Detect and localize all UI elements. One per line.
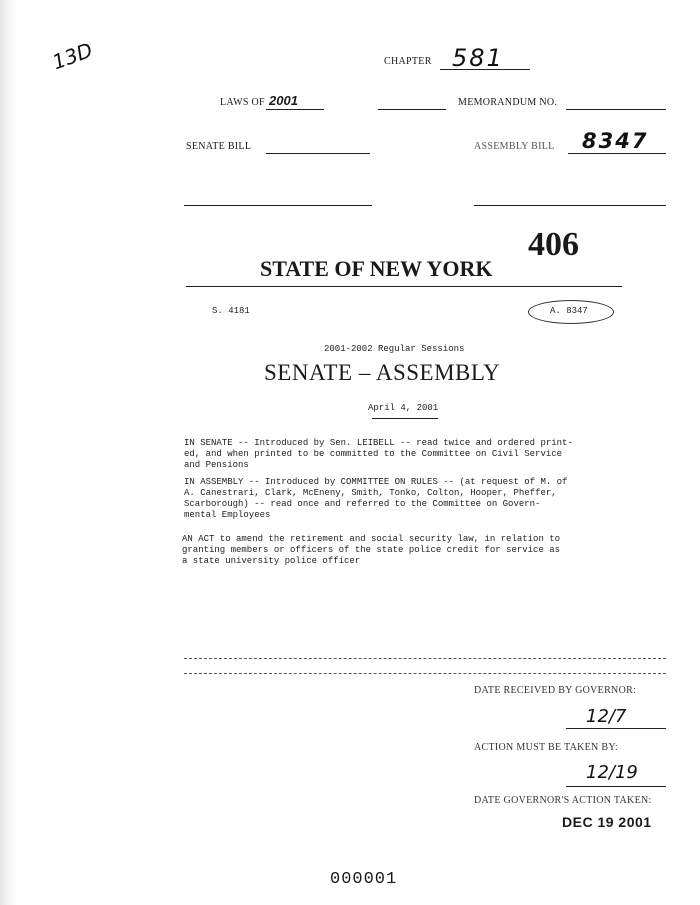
date-received-underline <box>566 728 666 729</box>
date-rule <box>372 418 438 419</box>
memorandum-underline <box>566 109 666 110</box>
assembly-bill-label: ASSEMBLY BILL <box>474 141 555 152</box>
chapter-value: 581 <box>452 44 504 72</box>
state-title: STATE OF NEW YORK <box>260 256 493 281</box>
blank-line-left <box>184 205 372 206</box>
date-received-label: DATE RECEIVED BY GOVERNOR: <box>474 685 637 696</box>
chamber-title: SENATE – ASSEMBLY <box>264 360 501 385</box>
blank-line <box>378 109 446 110</box>
date-received-value: 12/7 <box>586 706 627 727</box>
action-taken-value: DEC 19 2001 <box>562 814 652 830</box>
action-taken-label: DATE GOVERNOR'S ACTION TAKEN: <box>474 795 652 806</box>
act-text-line: AN ACT to amend the retirement and social security law, in relation to <box>182 534 561 544</box>
separator-dashed-2 <box>184 673 666 674</box>
assembly-number: A. 8347 <box>550 306 588 316</box>
blank-line-right <box>474 205 666 206</box>
act-text-line: granting members or officers of the state police credit for service as <box>182 545 561 555</box>
senate-number: S. 4181 <box>212 306 250 316</box>
assembly-intro-line: Scarborough) -- read once and referred to the Committee on Govern- <box>184 499 541 509</box>
bill-number-stamp: 406 <box>528 226 579 263</box>
senate-intro-line: ed, and when printed to be committed to the Committee on Civil Service <box>184 449 563 459</box>
act-text-line: a state university police officer <box>182 556 361 566</box>
senate-bill-label: SENATE BILL <box>186 141 252 152</box>
session-label: 2001-2002 Regular Sessions <box>324 344 465 354</box>
chapter-underline <box>440 69 530 70</box>
memorandum-label: MEMORANDUM NO. <box>458 97 558 108</box>
assembly-intro-line: mental Employees <box>184 510 271 520</box>
laws-underline <box>266 109 324 110</box>
state-title-rule <box>186 286 622 287</box>
assembly-bill-underline <box>568 153 666 154</box>
assembly-bill-value: 8347 <box>582 129 649 153</box>
assembly-intro-line: A. Canestrari, Clark, McEneny, Smith, Tonko, Colton, Hooper, Pheffer, <box>184 488 557 498</box>
senate-intro-line: and Pensions <box>184 460 249 470</box>
corner-handwritten-mark: 13D <box>49 37 96 75</box>
laws-label: LAWS OF <box>220 97 265 108</box>
laws-year: 2001 <box>269 93 298 108</box>
scan-edge <box>0 0 18 905</box>
senate-intro-line: IN SENATE -- Introduced by Sen. LEIBELL -- read twice and ordered print- <box>184 438 573 448</box>
separator-dashed-1 <box>184 658 666 659</box>
action-by-value: 12/19 <box>586 762 638 783</box>
senate-bill-underline <box>266 153 370 154</box>
chapter-label: CHAPTER <box>384 56 432 67</box>
assembly-intro-line: IN ASSEMBLY -- Introduced by COMMITTEE ON RULES -- (at request of M. of <box>184 477 568 487</box>
action-by-underline <box>566 786 666 787</box>
bill-date: April 4, 2001 <box>368 403 439 413</box>
action-by-label: ACTION MUST BE TAKEN BY: <box>474 742 619 753</box>
page-number: 000001 <box>330 870 398 889</box>
